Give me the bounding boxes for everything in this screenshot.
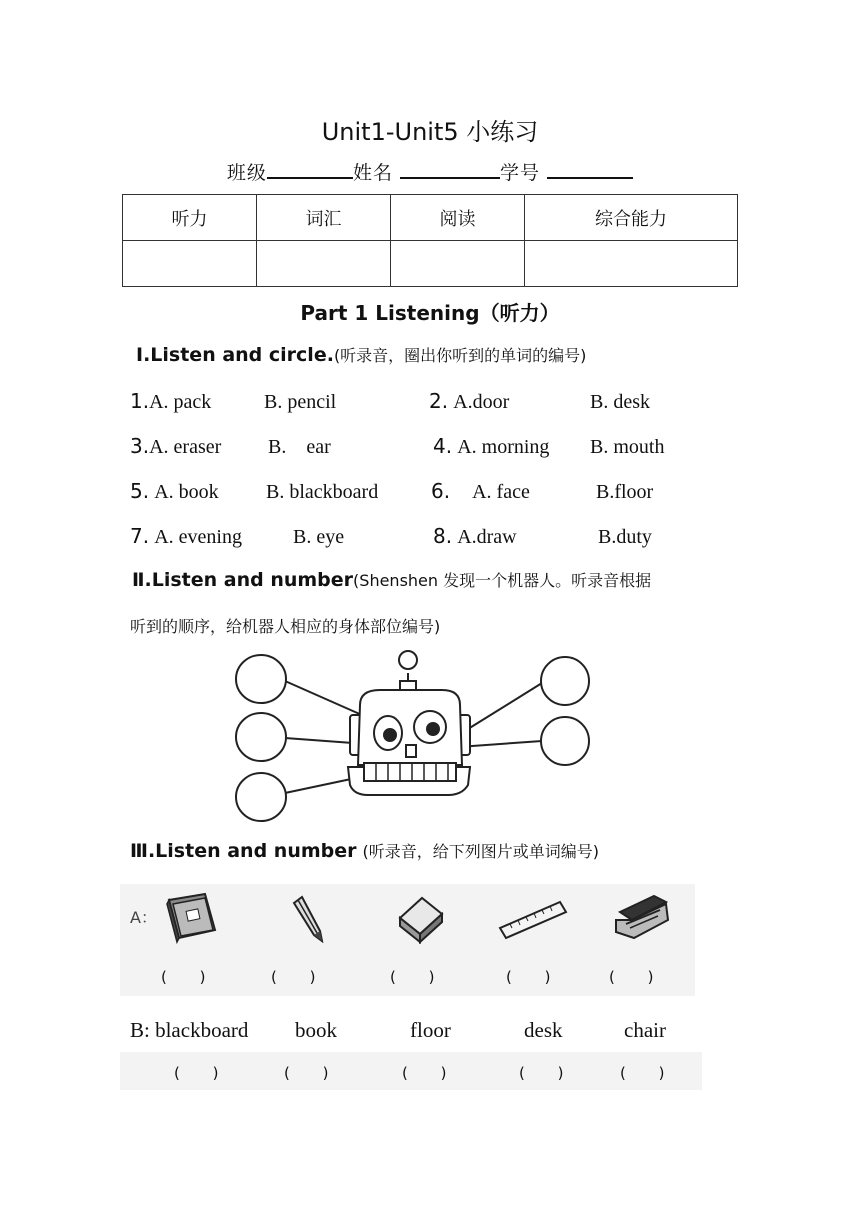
answer-paren[interactable]: ( ) (390, 968, 449, 986)
score-header-reading: 阅读 (391, 195, 525, 241)
answer-circle[interactable] (236, 655, 286, 703)
section1-title: .Listen and circle. (143, 344, 334, 366)
option-a[interactable]: A. pack (149, 391, 212, 413)
score-header-comprehensive: 综合能力 (525, 195, 738, 241)
name-field[interactable] (400, 159, 500, 179)
class-field[interactable] (267, 159, 353, 179)
answer-paren[interactable]: ( ) (402, 1064, 461, 1082)
section1-roman: Ⅰ (136, 344, 144, 366)
row-b-word: floor (410, 1018, 451, 1042)
question-7-option-b[interactable]: B. eye (293, 526, 345, 548)
question-number: 5. (130, 479, 150, 503)
question-3 (130, 434, 221, 459)
pencil-case-icon (612, 890, 672, 946)
score-cell-comprehensive[interactable] (525, 241, 738, 287)
section2-note-line2-wrap (130, 614, 440, 637)
option-a[interactable]: A. book (154, 481, 219, 503)
question-5 (130, 479, 219, 504)
id-label: 学号 (500, 162, 541, 184)
answer-paren[interactable]: ( ) (174, 1064, 233, 1082)
row-b-word: chair (624, 1018, 666, 1042)
score-header-vocabulary: 词汇 (257, 195, 391, 241)
question-6 (431, 479, 530, 504)
robot-antenna-ball (399, 651, 417, 669)
answer-circle[interactable] (541, 717, 589, 765)
robot-nose-icon (406, 745, 416, 757)
option-a[interactable]: A. evening (154, 526, 242, 548)
score-header-listening: 听力 (123, 195, 257, 241)
question-8 (433, 524, 517, 549)
question-number: 3. (130, 434, 150, 458)
question-7 (130, 524, 242, 549)
question-3-option-b[interactable]: B. ear (268, 436, 331, 458)
pencil-icon (290, 895, 326, 943)
answer-circle[interactable] (236, 713, 286, 761)
robot-figure (230, 645, 595, 830)
option-a[interactable]: A.draw (457, 526, 517, 548)
question-1 (130, 389, 211, 414)
score-cell-reading[interactable] (391, 241, 525, 287)
answer-paren[interactable]: ( ) (609, 968, 668, 986)
answer-circle[interactable] (236, 773, 286, 821)
question-2 (429, 389, 509, 414)
robot-mouth-icon (364, 763, 456, 781)
class-label: 班级 (226, 162, 267, 184)
row-b-word: desk (524, 1018, 563, 1042)
row-b-word: blackboard (155, 1018, 249, 1042)
student-info-line (0, 158, 860, 185)
section3-title: .Listen and number (147, 840, 357, 862)
answer-paren[interactable]: ( ) (620, 1064, 679, 1082)
answer-paren[interactable]: ( ) (519, 1064, 578, 1082)
score-cell-vocabulary[interactable] (257, 241, 391, 287)
section1-note: (听录音，圈出你听到的单词的编号) (333, 346, 587, 365)
section2-roman: Ⅱ (132, 569, 145, 591)
option-a[interactable]: A. eraser (149, 436, 222, 458)
section1-heading (136, 343, 586, 366)
answer-paren[interactable]: ( ) (161, 968, 220, 986)
book-icon (163, 890, 223, 946)
question-number: 1. (130, 389, 150, 413)
part1-heading: Part 1 Listening（听力） (300, 301, 560, 325)
question-8-option-b[interactable]: B.duty (598, 526, 652, 548)
question-2-option-b[interactable]: B. desk (590, 391, 650, 413)
question-6-option-b[interactable]: B.floor (596, 481, 654, 503)
question-1-option-b[interactable]: B. pencil (264, 391, 337, 413)
section3-roman: Ⅲ (130, 840, 148, 862)
score-table-value-row (123, 241, 738, 287)
name-label: 姓名 (352, 162, 393, 184)
section2-title: .Listen and number (144, 569, 354, 591)
row-b-word: book (295, 1018, 337, 1042)
section2-note-line2: 听到的顺序，给机器人相应的身体部位编号) (130, 617, 441, 636)
section3-note: (听录音，给下列图片或单词编号) (362, 842, 600, 861)
id-field[interactable] (547, 159, 633, 179)
section3-heading (130, 839, 599, 862)
row-b-label: B: (130, 1018, 150, 1042)
option-a[interactable]: A.door (453, 391, 510, 413)
score-table (122, 194, 738, 287)
answer-paren[interactable]: ( ) (506, 968, 565, 986)
answer-paren[interactable]: ( ) (271, 968, 330, 986)
section2-heading (132, 568, 651, 591)
score-table-header-row (123, 195, 738, 241)
leader-line (468, 683, 542, 729)
question-4-option-b[interactable]: B. mouth (590, 436, 665, 458)
score-cell-listening[interactable] (123, 241, 257, 287)
question-number: 4. (433, 434, 453, 458)
ruler-icon (496, 898, 570, 942)
question-number: 8. (433, 524, 453, 548)
answer-circle[interactable] (541, 657, 589, 705)
row-a-label: A： (130, 908, 157, 927)
question-number: 7. (130, 524, 150, 548)
answer-paren[interactable]: ( ) (284, 1064, 343, 1082)
question-5-option-b[interactable]: B. blackboard (266, 481, 379, 503)
question-number: 2. (429, 389, 449, 413)
option-a[interactable]: A. face (472, 481, 530, 503)
question-number: 6. (431, 479, 451, 503)
question-4 (433, 434, 549, 459)
page-title: Unit1-Unit5 小练习 (321, 118, 539, 146)
option-a[interactable]: A. morning (457, 436, 550, 458)
eraser-icon (396, 894, 446, 944)
section2-note-line1: (Shenshen 发现一个机器人。听录音根据 (353, 571, 652, 590)
row-b-line (130, 1018, 248, 1043)
